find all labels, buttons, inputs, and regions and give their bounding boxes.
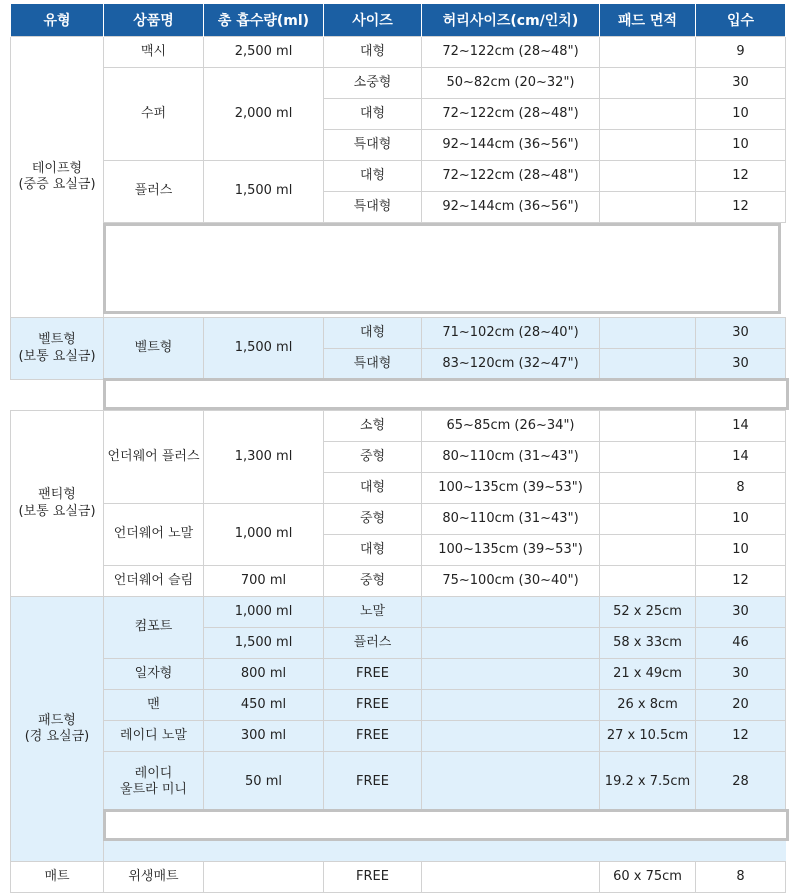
waist-cell: 72~122cm (28~48") (422, 37, 600, 68)
pad-area-cell: 60 x 75cm (600, 862, 696, 893)
table-row (11, 752, 786, 813)
table-header-row (11, 4, 786, 37)
size-cell: 소중형 (324, 68, 422, 99)
group-label-belt: 벨트형 (보통 요실금) (11, 318, 104, 380)
pad-area-cell (600, 442, 696, 473)
waist-cell (422, 752, 600, 813)
waist-cell: 50~82cm (20~32") (422, 68, 600, 99)
quantity-cell: 12 (696, 192, 786, 223)
product-name-cell: 컴포트 (104, 597, 204, 659)
pad-area-cell: 26 x 8cm (600, 690, 696, 721)
quantity-cell: 30 (696, 349, 786, 380)
header-size: 사이즈 (324, 4, 422, 37)
quantity-cell: 12 (696, 566, 786, 597)
blank-box-2 (103, 378, 789, 410)
size-cell: 대형 (324, 318, 422, 349)
size-cell: 소형 (324, 411, 422, 442)
waist-cell: 65~85cm (26~34") (422, 411, 600, 442)
size-cell: 대형 (324, 37, 422, 68)
quantity-cell: 12 (696, 721, 786, 752)
table-row (11, 161, 786, 192)
absorption-cell: 450 ml (204, 690, 324, 721)
product-spec-table (10, 4, 786, 893)
table-row (11, 37, 786, 68)
size-cell: FREE (324, 690, 422, 721)
table-row (11, 411, 786, 442)
pad-area-cell (600, 37, 696, 68)
product-table-container (10, 4, 785, 893)
size-cell: 중형 (324, 504, 422, 535)
product-name-cell: 플러스 (104, 161, 204, 223)
absorption-cell: 1,500 ml (204, 318, 324, 380)
size-cell: FREE (324, 862, 422, 893)
waist-cell: 75~100cm (30~40") (422, 566, 600, 597)
size-cell: 플러스 (324, 628, 422, 659)
pad-area-cell (600, 504, 696, 535)
size-cell: 중형 (324, 566, 422, 597)
table-row (11, 597, 786, 628)
pad-area-cell (600, 566, 696, 597)
quantity-cell: 46 (696, 628, 786, 659)
pad-area-cell (600, 473, 696, 504)
quantity-cell: 9 (696, 37, 786, 68)
table-row (11, 504, 786, 535)
waist-cell: 92~144cm (36~56") (422, 130, 600, 161)
pad-area-cell (600, 411, 696, 442)
table-row (11, 318, 786, 349)
product-name-cell: 레이디 노말 (104, 721, 204, 752)
pad-area-cell: 58 x 33cm (600, 628, 696, 659)
product-name-cell: 맥시 (104, 37, 204, 68)
table-row (11, 659, 786, 690)
table-row (11, 68, 786, 99)
header-type: 유형 (11, 4, 104, 37)
pad-area-cell (600, 161, 696, 192)
size-cell: FREE (324, 659, 422, 690)
absorption-cell: 1,300 ml (204, 411, 324, 504)
quantity-cell: 10 (696, 130, 786, 161)
size-cell: 대형 (324, 473, 422, 504)
absorption-cell: 50 ml (204, 752, 324, 813)
product-name-cell: 언더웨어 노말 (104, 504, 204, 566)
size-cell: 중형 (324, 442, 422, 473)
pad-area-cell: 21 x 49cm (600, 659, 696, 690)
waist-cell: 80~110cm (31~43") (422, 504, 600, 535)
pad-area-cell (600, 349, 696, 380)
group-label-panty: 팬티형 (보통 요실금) (11, 411, 104, 597)
table-row (11, 566, 786, 597)
quantity-cell: 14 (696, 442, 786, 473)
product-name-cell: 위생매트 (104, 862, 204, 893)
absorption-cell: 1,000 ml (204, 504, 324, 566)
waist-cell: 71~102cm (28~40") (422, 318, 600, 349)
absorption-cell: 1,500 ml (204, 161, 324, 223)
absorption-cell (204, 862, 324, 893)
quantity-cell: 10 (696, 504, 786, 535)
product-name-cell: 언더웨어 플러스 (104, 411, 204, 504)
table-row (11, 690, 786, 721)
quantity-cell: 10 (696, 99, 786, 130)
waist-cell (422, 690, 600, 721)
waist-cell: 72~122cm (28~48") (422, 161, 600, 192)
size-cell: 대형 (324, 161, 422, 192)
quantity-cell: 8 (696, 862, 786, 893)
size-cell: 특대형 (324, 192, 422, 223)
size-cell: 특대형 (324, 349, 422, 380)
blank-cell (11, 380, 104, 411)
product-name-cell: 레이디 울트라 미니 (104, 752, 204, 813)
quantity-cell: 12 (696, 161, 786, 192)
header-product-name: 상품명 (104, 4, 204, 37)
absorption-cell: 2,000 ml (204, 68, 324, 161)
table-row (11, 721, 786, 752)
quantity-cell: 30 (696, 597, 786, 628)
blank-box-3 (103, 809, 789, 841)
size-cell: 특대형 (324, 130, 422, 161)
pad-area-cell: 19.2 x 7.5cm (600, 752, 696, 813)
absorption-cell: 1,500 ml (204, 628, 324, 659)
group-label-mat: 매트 (11, 862, 104, 893)
absorption-cell: 1,000 ml (204, 597, 324, 628)
group-label-pad: 패드형 (경 요실금) (11, 597, 104, 862)
pad-area-cell (600, 68, 696, 99)
product-name-cell: 맨 (104, 690, 204, 721)
waist-cell (422, 597, 600, 628)
absorption-cell: 700 ml (204, 566, 324, 597)
pad-area-cell (600, 535, 696, 566)
table-row (11, 862, 786, 893)
header-absorption: 총 흡수량(ml) (204, 4, 324, 37)
waist-cell (422, 628, 600, 659)
quantity-cell: 10 (696, 535, 786, 566)
pad-area-cell (600, 99, 696, 130)
size-cell: 대형 (324, 535, 422, 566)
header-pad-area: 패드 면적 (600, 4, 696, 37)
waist-cell: 80~110cm (31~43") (422, 442, 600, 473)
waist-cell: 92~144cm (36~56") (422, 192, 600, 223)
quantity-cell: 14 (696, 411, 786, 442)
absorption-cell: 2,500 ml (204, 37, 324, 68)
size-cell: FREE (324, 721, 422, 752)
group-label-tape: 테이프형 (중증 요실금) (11, 37, 104, 318)
waist-cell (422, 659, 600, 690)
size-cell: FREE (324, 752, 422, 813)
quantity-cell: 30 (696, 659, 786, 690)
pad-area-cell (600, 130, 696, 161)
product-name-cell: 수퍼 (104, 68, 204, 161)
product-name-cell: 벨트형 (104, 318, 204, 380)
size-cell: 노말 (324, 597, 422, 628)
quantity-cell: 20 (696, 690, 786, 721)
product-name-cell: 언더웨어 슬림 (104, 566, 204, 597)
waist-cell (422, 862, 600, 893)
waist-cell: 100~135cm (39~53") (422, 535, 600, 566)
absorption-cell: 800 ml (204, 659, 324, 690)
size-cell: 대형 (324, 99, 422, 130)
pad-area-cell (600, 318, 696, 349)
pad-area-cell: 27 x 10.5cm (600, 721, 696, 752)
blank-box-1 (103, 223, 781, 314)
header-waist-size: 허리사이즈(cm/인치) (422, 4, 600, 37)
pad-area-cell: 52 x 25cm (600, 597, 696, 628)
product-name-cell: 일자형 (104, 659, 204, 690)
absorption-cell: 300 ml (204, 721, 324, 752)
header-quantity: 입수 (696, 4, 786, 37)
quantity-cell: 30 (696, 318, 786, 349)
quantity-cell: 28 (696, 752, 786, 813)
quantity-cell: 8 (696, 473, 786, 504)
pad-area-cell (600, 192, 696, 223)
quantity-cell: 30 (696, 68, 786, 99)
waist-cell: 100~135cm (39~53") (422, 473, 600, 504)
waist-cell: 72~122cm (28~48") (422, 99, 600, 130)
waist-cell: 83~120cm (32~47") (422, 349, 600, 380)
waist-cell (422, 721, 600, 752)
